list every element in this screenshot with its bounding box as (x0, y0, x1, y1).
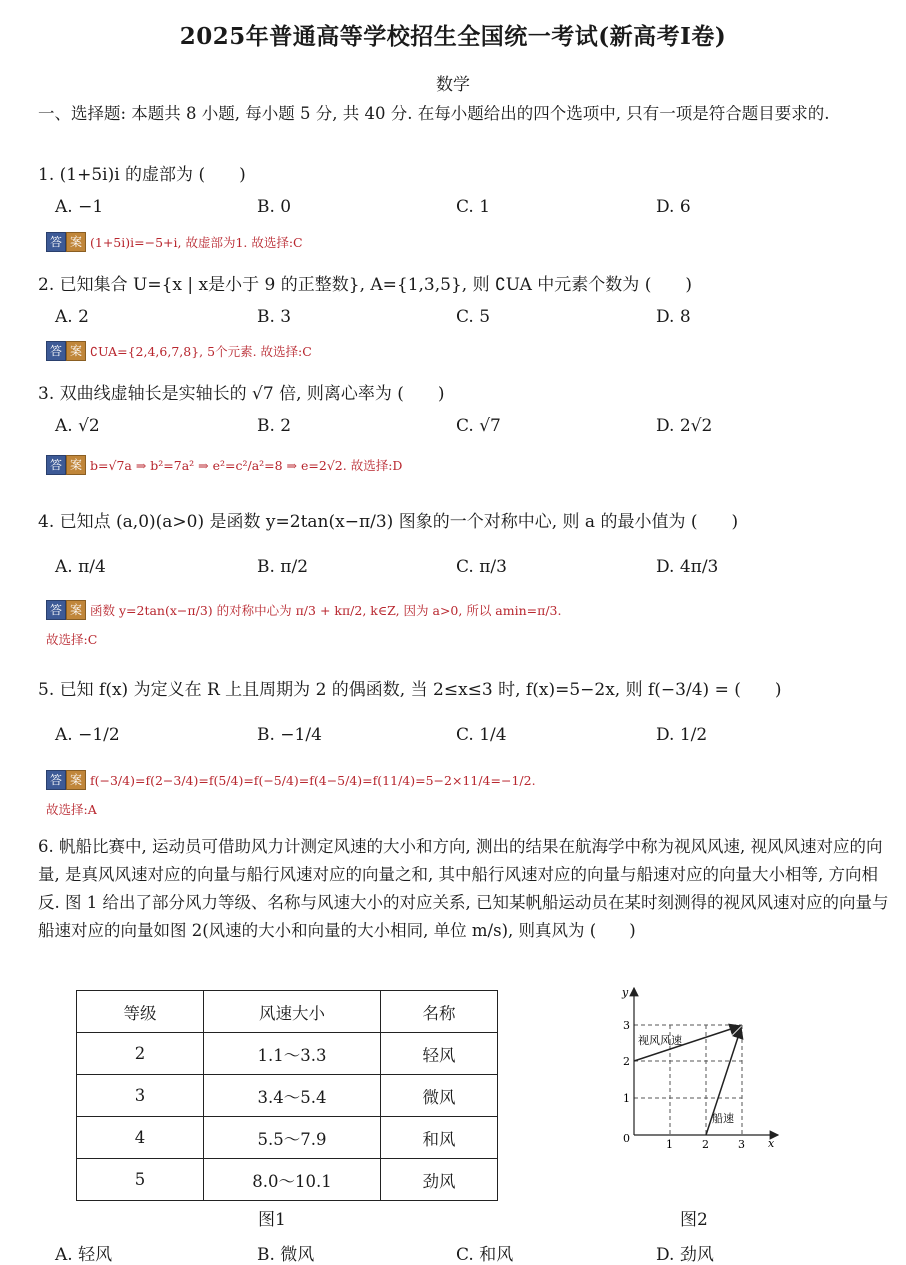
answer-badge (46, 455, 86, 475)
question-4-option-b: B. π/2 (257, 557, 309, 577)
question-5-stem: 5. 已知 f(x) 为定义在 R 上且周期为 2 的偶函数, 当 2≤x≤3 时, f(x)=5−2x, 则 f(−3/4) = ( ) (38, 680, 782, 700)
x-axis-label: x (768, 1137, 775, 1150)
question-5-option-c: C. 1/4 (456, 725, 507, 745)
apparent-wind-label: 视风风速 (638, 1034, 682, 1047)
answer-badge (46, 770, 86, 790)
question-1-answer (46, 232, 303, 252)
question-4-option-a: A. π/4 (55, 557, 106, 577)
question-5-answer-note: 故选择:A (46, 802, 97, 817)
question-5-option-a: A. −1/2 (55, 725, 120, 745)
table-row (77, 1033, 498, 1075)
table-cell: 3 (77, 1075, 204, 1117)
answer-text: 函数 y=2tan(x−π/3) 的对称中心为 π/3 + kπ/2, k∈Z, 因为 a>0, 所以 amin=π/3. (90, 603, 562, 618)
question-5-option-b: B. −1/4 (257, 725, 322, 745)
answer-badge-left: 答 (46, 232, 66, 252)
subject-heading: 数学 (436, 75, 470, 95)
figure-2-diagram (610, 982, 790, 1152)
answer-badge (46, 341, 86, 361)
question-3-stem: 3. 双曲线虚轴长是实轴长的 √7 倍, 则离心率为 ( ) (38, 384, 445, 404)
question-3-option-c: C. √7 (456, 416, 501, 436)
answer-badge-left: 答 (46, 455, 66, 475)
table-cell: 劲风 (381, 1159, 498, 1201)
table-cell: 1.1～3.3 (204, 1033, 381, 1075)
answer-badge-right: 案 (66, 770, 86, 790)
question-6-option-d: D. 劲风 (656, 1245, 714, 1265)
table-header-row (77, 991, 498, 1033)
page-title: 2025年普通高等学校招生全国统一考试(新高考I卷) (179, 23, 727, 50)
x-tick-1: 1 (666, 1138, 673, 1151)
figure-1-caption: 图1 (258, 1210, 286, 1230)
answer-text: f(−3/4)=f(2−3/4)=f(5/4)=f(−5/4)=f(4−5/4)=f(11/4)=5−2×11/4=−1/2. (90, 772, 536, 788)
x-tick-2: 2 (702, 1138, 709, 1151)
question-2-option-b: B. 3 (257, 307, 292, 327)
question-4-answer-note: 故选择:C (46, 632, 98, 647)
boat-speed-label: 船速 (712, 1112, 734, 1125)
answer-badge-right: 案 (66, 232, 86, 252)
table-cell: 4 (77, 1117, 204, 1159)
x-tick-3: 3 (738, 1138, 745, 1151)
answer-badge-right: 案 (66, 600, 86, 620)
section-instructions: 一、选择题: 本题共 8 小题, 每小题 5 分, 共 40 分. 在每小题给出的四个选项中, 只有一项是符合题目要求的. (38, 104, 830, 123)
question-6-option-a: A. 轻风 (55, 1245, 113, 1265)
y-tick-1: 1 (623, 1092, 630, 1105)
question-3-answer (46, 455, 402, 475)
question-6-stem: 6. 帆船比赛中, 运动员可借助风力计测定风速的大小和方向, 测出的结果在航海学中称为视风风速, 视风风速对应的向量, 是真风风速对应的向量与船行风速对应的向量之和, 其中船行风速对应的向量与船速对应的向量大小相等, 方向相反. 图 1 给出了部分风力等级、名称与风速大小的对应关系, 已知某帆船运动员在某时刻测得的视风风速对应的向量与船速对应的向量如图 2(风速的大小和向量的大小相同, 单位 m/s), 则真风为 ( ) (38, 837, 889, 940)
question-2-stem: 2. 已知集合 U={x | x是小于 9 的正整数}, A={1,3,5}, 则 ∁UA 中元素个数为 ( ) (38, 275, 692, 295)
question-3-option-d: D. 2√2 (656, 416, 713, 436)
question-4-option-d: D. 4π/3 (656, 557, 719, 577)
table-cell: 微风 (381, 1075, 498, 1117)
answer-text: ∁UA={2,4,6,7,8}, 5个元素. 故选择:C (90, 344, 312, 359)
y-tick-3: 3 (623, 1019, 630, 1032)
question-3-option-b: B. 2 (257, 416, 292, 436)
question-5-answer (46, 770, 536, 790)
question-4-option-c: C. π/3 (456, 557, 507, 577)
question-2-option-c: C. 5 (456, 307, 491, 327)
answer-badge-left: 答 (46, 341, 66, 361)
answer-badge (46, 232, 86, 252)
table-cell: 轻风 (381, 1033, 498, 1075)
answer-badge (46, 600, 86, 620)
question-3-option-a: A. √2 (55, 416, 100, 436)
question-1-stem: 1. (1+5i)i 的虚部为 ( ) (38, 165, 246, 185)
y-tick-2: 2 (623, 1055, 630, 1068)
question-6-option-c: C. 和风 (456, 1245, 514, 1265)
question-1-option-a: A. −1 (55, 197, 104, 217)
answer-badge-left: 答 (46, 770, 66, 790)
question-4-stem: 4. 已知点 (a,0)(a>0) 是函数 y=2tan(x−π/3) 图象的一个对称中心, 则 a 的最小值为 ( ) (38, 512, 739, 532)
answer-text: b=√7a ⇒ b²=7a² ⇒ e²=c²/a²=8 ⇒ e=2√2. 故选择:D (90, 458, 403, 473)
table-cell: 3.4～5.4 (204, 1075, 381, 1117)
table-row (77, 1117, 498, 1159)
question-4-answer (46, 600, 562, 620)
question-2-answer (46, 341, 312, 361)
answer-badge-right: 案 (66, 341, 86, 361)
answer-text: (1+5i)i=−5+i, 故虚部为1. 故选择:C (90, 235, 303, 250)
answer-badge-left: 答 (46, 600, 66, 620)
question-1-option-b: B. 0 (257, 197, 292, 217)
table-row (77, 1075, 498, 1117)
table-row (77, 1159, 498, 1201)
y-axis-label: y (622, 986, 629, 999)
figure-2-caption: 图2 (680, 1210, 708, 1230)
table-cell: 8.0～10.1 (204, 1159, 381, 1201)
question-1-option-c: C. 1 (456, 197, 491, 217)
table-cell: 5 (77, 1159, 204, 1201)
table-header-cell: 等级 (77, 991, 204, 1033)
answer-badge-right: 案 (66, 455, 86, 475)
table-cell: 2 (77, 1033, 204, 1075)
question-2-option-a: A. 2 (55, 307, 89, 327)
question-5-option-d: D. 1/2 (656, 725, 708, 745)
table-header-cell: 名称 (381, 991, 498, 1033)
table-cell: 5.5～7.9 (204, 1117, 381, 1159)
table-cell: 和风 (381, 1117, 498, 1159)
question-2-option-d: D. 8 (656, 307, 691, 327)
wind-scale-table (76, 990, 498, 1201)
table-header-cell: 风速大小 (204, 991, 381, 1033)
question-6-option-b: B. 微风 (257, 1245, 315, 1265)
question-1-option-d: D. 6 (656, 197, 691, 217)
origin-label: 0 (623, 1132, 630, 1145)
